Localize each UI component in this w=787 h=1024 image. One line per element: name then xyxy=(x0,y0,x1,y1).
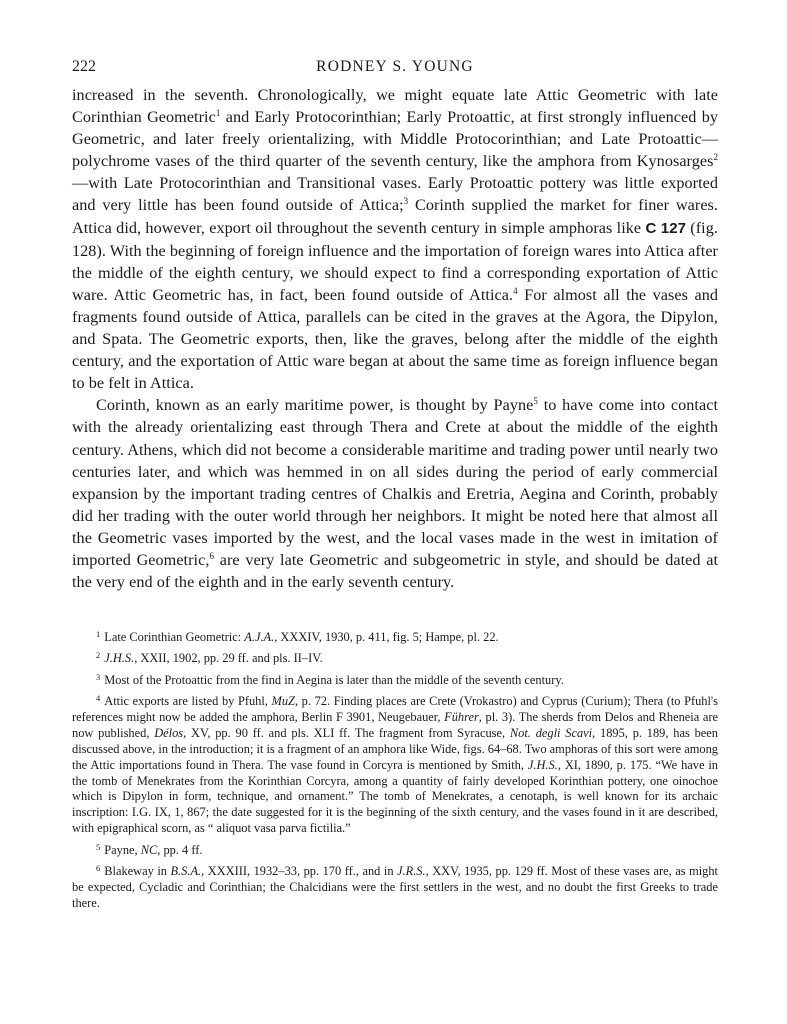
running-head: RODNEY S. YOUNG xyxy=(316,58,474,75)
footnote-ref[interactable]: 3 xyxy=(403,196,409,207)
text-run: , XV, pp. 90 ff. and pls. XLI ff. The fragment from Syracuse, xyxy=(183,725,510,740)
footnote-number: 3 xyxy=(96,671,101,682)
text-run: , 1895, p. 189, has been discussed above, in the introduction; it is a fragment of an amphora like Wide, figs. 64–68. Two amphoras of this sort were among the Attic importations found in Thera. The vase found in Corcyra is mentioned by Smith, xyxy=(72,725,718,772)
footnote-ref[interactable]: 5 xyxy=(533,396,538,407)
text-run: Blakeway in xyxy=(104,863,171,878)
italic-run: MuZ xyxy=(271,694,295,709)
footnote-2 xyxy=(72,648,718,667)
paragraph-1 xyxy=(72,84,718,394)
footnotes xyxy=(72,627,718,911)
italic-run: J.R.S. xyxy=(397,863,426,878)
text-run: are very late Geometric and subgeometric in style, and should be dated at the very end of the eighth and in the early seventh century. xyxy=(72,550,718,592)
footnote-6 xyxy=(72,861,718,912)
text-run: and Early Protocorinthian; Early Protoattic, at first strongly influenced by Geometric, and later freely orientalizing, with Middle Protocorinthian; and Late Protoattic—polychrome vases of the third quarter of the seventh century, like the amphora from Kynosarges xyxy=(72,108,719,171)
italic-run: Führer xyxy=(444,709,479,724)
text-run: Corinth, known as an early maritime power, is thought by Payne xyxy=(96,396,534,415)
text-run: , XXV, 1935, pp. 129 ff. Most of these vases are, as might be expected, Cycladic and Corinthian; the Chalcidians were the first settlers in the west, and no doubt the first Greeks to trade there. xyxy=(72,863,718,910)
footnote-number: 2 xyxy=(96,650,101,661)
paragraph-2 xyxy=(72,394,718,593)
text-run: , pl. 3). The sherds from Delos and Rheneia are now published, xyxy=(72,709,718,740)
text-run: —with Late Protocorinthian and Transitional vases. Early Protoattic pottery was little exported and very little has been found outside of Attica; xyxy=(72,174,718,215)
italic-run: J.H.S. xyxy=(104,651,135,666)
text-run: , XXXIV, 1930, p. 411, fig. 5; Hampe, pl. 22. xyxy=(274,630,499,645)
footnote-4 xyxy=(72,691,718,837)
text-run: Corinth supplied the market for finer wares. Attica did, however, export oil throughout the seventh century in simple amphoras like xyxy=(72,196,719,237)
text-run: Payne, xyxy=(104,842,141,857)
footnote-ref[interactable]: 6 xyxy=(209,550,214,561)
text-run: , XXXIII, 1932–33, pp. 170 ff., and in xyxy=(201,863,398,878)
italic-run: B.S.A. xyxy=(170,863,202,878)
text-run: , p. 72. Finding places are Crete (Vrokastro) and Cyprus (Curium); Thera (to Pfuhl's references might now be added the amphora, Berlin F 3901, Neugebauer, xyxy=(72,694,718,724)
text-run: For almost all the vases and fragments found outside of Attica, parallels can be cited in the graves at the Agora, the Dipylon, and Spata. The Geometric exports, then, like the graves, belong after the middle of the eighth century, and the exportation of Attic ware began at about the same time as foreign influence began to be felt in Attica. xyxy=(72,285,719,393)
footnote-ref[interactable]: 1 xyxy=(215,108,221,119)
text-run: to have come into contact with the already orientalizing east through Thera and Crete at about the middle of the eighth century. Athens, which did not become a considerable maritime and trading power until nearly two centuries later, and which was hemmed in on all sides during the period of early commercial expansion by the important trading centres of Chalkis and Eretria, Aegina and Corinth, probably did her trading with the outer world through her neighbors. It might be noted here that almost all the Geometric vases imported by the west, and the local vases made in the west in imitation of imported Geometric, xyxy=(72,396,718,569)
footnote-number: 4 xyxy=(96,693,101,704)
footnote-number: 6 xyxy=(96,862,101,873)
text-run: , XI, 1890, p. 175. “We have in the tomb of Menekrates from the Korinthian Corcyra, among a quantity of fairly developed Korinthian pottery, one oinochoe which is Dipylon in form, technique, and ornament.” The tomb of Menekrates, a cenotaph, is well known for its archaic inscription: I.G. IX, 1, 867; the date suggested for it is the beginning of the sixth century, and the vases found in it are described, with epigraphical scorn, as “ aliquot vasa parva fictilia.” xyxy=(72,757,718,836)
italic-run: A.J.A. xyxy=(244,630,275,645)
text-run: Attic exports are listed by Pfuhl, xyxy=(104,694,272,709)
page-number: 222 xyxy=(72,58,96,75)
footnote-1 xyxy=(72,627,718,646)
footnote-number: 5 xyxy=(96,841,101,852)
body-text xyxy=(72,84,718,593)
italic-run: Not. degli Scavi xyxy=(509,725,593,740)
page xyxy=(72,52,718,912)
text-run: increased in the seventh. Chronologically, we might equate late Attic Geometric with late Corinthian Geometric xyxy=(72,86,718,127)
footnote-5 xyxy=(72,840,718,859)
footnote-3 xyxy=(72,670,718,689)
italic-run: NC xyxy=(140,842,158,857)
footnote-ref[interactable]: 4 xyxy=(513,285,518,296)
footnote-ref[interactable]: 2 xyxy=(713,152,718,163)
text-run: (fig. 128). With the beginning of foreign influence and the importation of foreign wares into Attica after the middle of the eighth century, we should expect to find a corresponding exportation of Attic ware. Attic Geometric has, in fact, been found outside of Attica. xyxy=(72,218,718,304)
footnote-number: 1 xyxy=(96,629,101,640)
catalog-number: C 127 xyxy=(645,219,686,237)
page-header xyxy=(72,52,718,84)
text-run: , pp. 4 ff. xyxy=(157,842,203,857)
text-run: , XXII, 1902, pp. 29 ff. and pls. II–IV. xyxy=(134,651,323,666)
text-run: Late Corinthian Geometric: xyxy=(104,630,245,645)
italic-run: Délos xyxy=(154,725,184,740)
text-run: Most of the Protoattic from the find in Aegina is later than the middle of the seventh century. xyxy=(104,672,564,687)
italic-run: J.H.S. xyxy=(527,757,558,772)
